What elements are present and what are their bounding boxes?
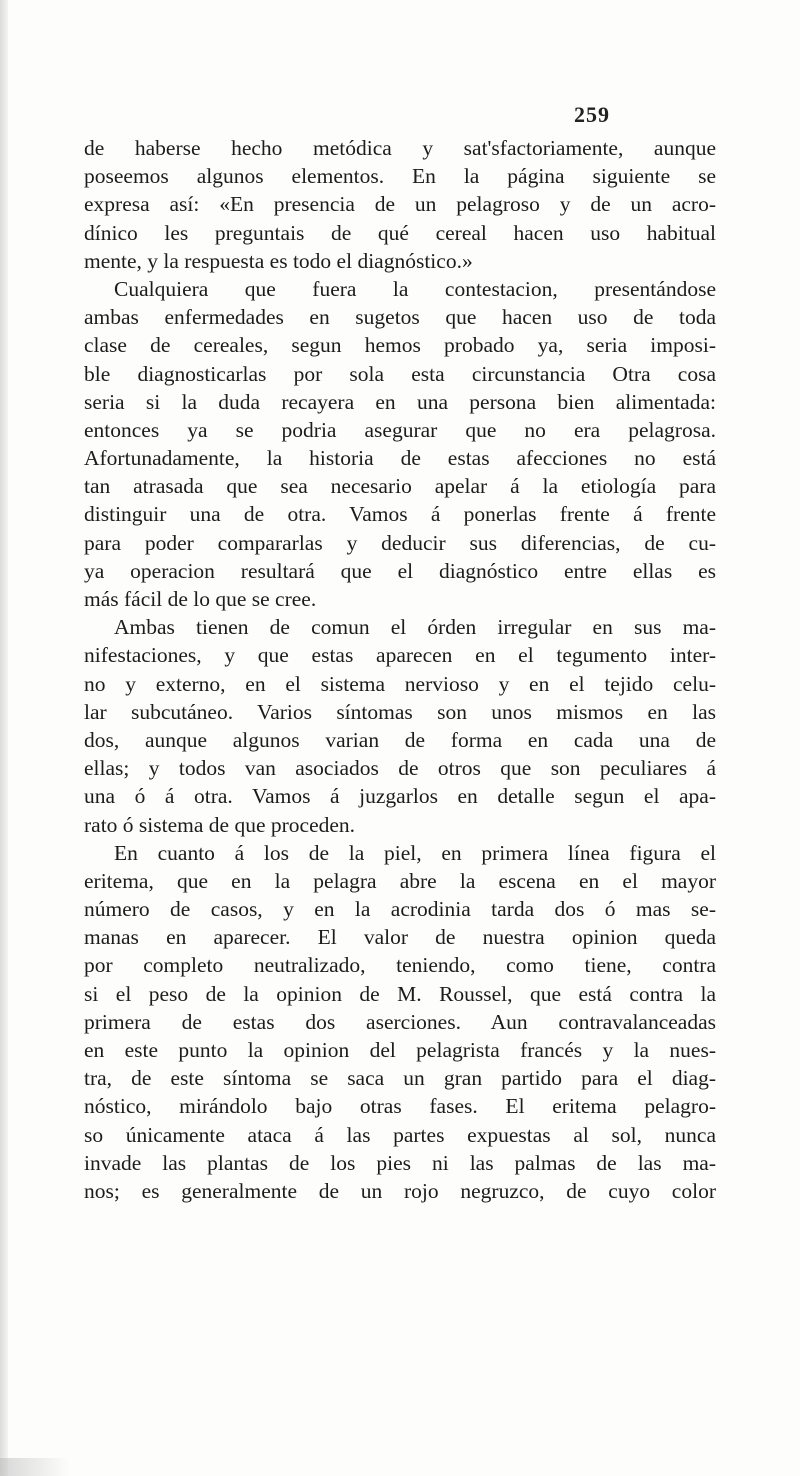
text-line: poseemos algunos elementos. En la página siguiente se: [84, 164, 716, 189]
page-binding-edge: [0, 0, 8, 1476]
text-line: nos; es generalmente de un rojo negruzco, de cuyo color: [84, 1178, 716, 1203]
text-line: ellas; y todos van asociados de otros que son peculiares á: [84, 756, 716, 781]
text-line: En cuanto á los de la piel, en primera línea figura el: [114, 840, 716, 865]
text-line: lar subcutáneo. Varios síntomas son unos mismos en las: [84, 699, 716, 724]
text-line: rato ó sistema de que proceden.: [84, 812, 356, 837]
text-line: entonces ya se podria asegurar que no era pelagrosa.: [84, 417, 716, 442]
paragraph: [84, 839, 716, 1205]
text-line: no y externo, en el sistema nervioso y en el tejido celu-: [84, 671, 716, 696]
text-line: ya operacion resultará que el diagnóstico entre ellas es: [84, 558, 716, 583]
text-line: si el peso de la opinion de M. Roussel, que está contra la: [84, 981, 716, 1006]
text-line: clase de cereales, segun hemos probado ya, seria imposi-: [84, 333, 716, 358]
text-line: ble diagnosticarlas por sola esta circunstancia Otra cosa: [84, 361, 716, 386]
page-number: 259: [574, 102, 610, 127]
body-text: [84, 134, 716, 1205]
text-line: primera de estas dos aserciones. Aun contravalanceadas: [84, 1009, 716, 1034]
text-line: Afortunadamente, la historia de estas afecciones no está: [84, 446, 716, 471]
text-line: en este punto la opinion del pelagrista francés y la nues-: [84, 1038, 716, 1062]
text-line: invade las plantas de los pies ni las palmas de las ma-: [84, 1150, 716, 1175]
text-line: de haberse hecho metódica y sat'sfactoriamente, aunque: [84, 136, 716, 160]
text-line: más fácil de lo que se cree.: [84, 587, 317, 611]
text-line: Cualquiera que fuera la contestacion, presentándose: [114, 276, 716, 301]
text-line: para poder compararlas y deducir sus diferencias, de cu-: [84, 530, 716, 555]
text-line: mente, y la respuesta es todo el diagnóstico.»: [84, 248, 473, 273]
text-line: ambas enfermedades en sugetos que hacen uso de toda: [84, 305, 716, 330]
text-line: dínico les preguntais de qué cereal hacen uso habitual: [84, 220, 716, 245]
text-line: so únicamente ataca á las partes expuestas al sol, nunca: [84, 1122, 716, 1147]
text-line: nifestaciones, y que estas aparecen en el tegumento inter-: [84, 643, 716, 668]
text-line: una ó á otra. Vamos á juzgarlos en detalle segun el apa-: [84, 784, 716, 809]
text-line: número de casos, y en la acrodinia tarda dos ó mas se-: [84, 897, 716, 922]
text-line: seria si la duda recayera en una persona bien alimentada:: [84, 389, 716, 414]
text-line: tra, de este síntoma se saca un gran partido para el diag-: [84, 1066, 716, 1091]
text-line: eritema, que en la pelagra abre la escena en el mayor: [84, 868, 716, 893]
text-line: por completo neutralizado, teniendo, como tiene, contra: [84, 953, 716, 978]
paragraph: [84, 275, 716, 613]
paragraph: [84, 134, 716, 275]
text-line: manas en aparecer. El valor de nuestra opinion queda: [84, 925, 716, 950]
text-line: dos, aunque algunos varian de forma en cada una de: [84, 727, 716, 752]
text-line: expresa así: «En presencia de un pelagroso y de un acro-: [84, 192, 716, 217]
scan-shadow: [0, 1458, 70, 1476]
text-line: nóstico, mirándolo bajo otras fases. El eritema pelagro-: [84, 1094, 716, 1119]
paragraph: [84, 613, 716, 839]
text-line: distinguir una de otra. Vamos á ponerlas frente á frente: [84, 502, 716, 527]
text-line: Ambas tienen de comun el órden irregular en sus ma-: [114, 615, 716, 640]
text-line: tan atrasada que sea necesario apelar á la etiología para: [84, 474, 716, 499]
